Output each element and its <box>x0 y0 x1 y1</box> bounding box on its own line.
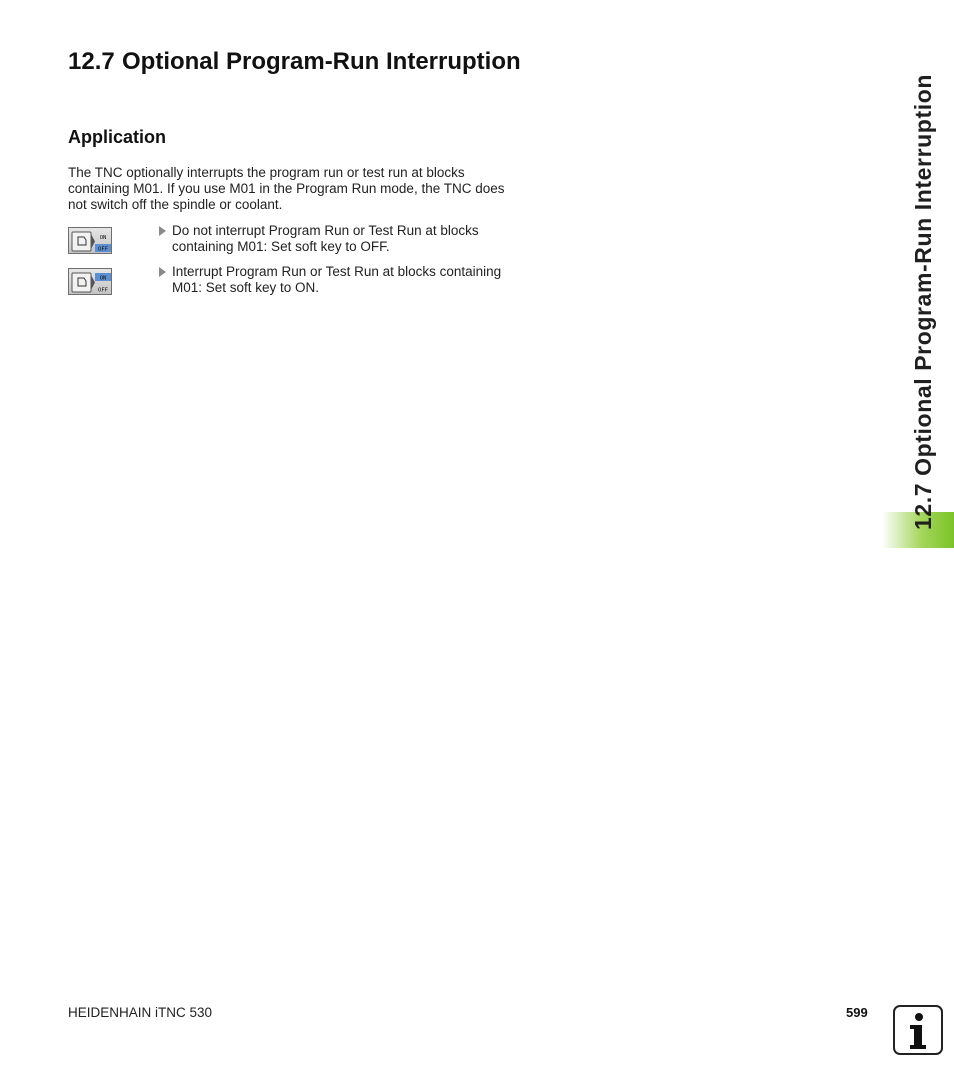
application-heading: Application <box>68 127 166 147</box>
instruction-step <box>159 223 519 255</box>
bullet-triangle-icon <box>159 267 166 277</box>
footer-product: HEIDENHAIN iTNC 530 <box>68 1005 213 1020</box>
softkey-on-label: ON <box>99 235 107 241</box>
instruction-step <box>159 264 519 296</box>
bullet-triangle-icon <box>159 226 166 236</box>
application-paragraph: The TNC optionally interrupts the program run or test run at blocks containing M01. If you use M01 in the Program Run mode, the TNC does not switch off the spindle or coolant. <box>68 165 505 213</box>
running-title: 12.7 Optional Program-Run Interruption <box>910 74 936 530</box>
softkey-on-label: ON <box>99 275 107 282</box>
info-icon <box>893 1005 943 1055</box>
softkey-off-label: OFF <box>98 246 108 253</box>
instruction-text: Do not interrupt Program Run or Test Run at blocks containing M01: Set soft key to OFF. <box>172 223 479 255</box>
section-number: 12.7 <box>68 48 115 75</box>
softkey-off-label: OFF <box>98 287 108 294</box>
section-title-text: Optional Program-Run Interruption <box>122 48 521 75</box>
instruction-text: Interrupt Program Run or Test Run at blocks containing M01: Set soft key to ON. <box>172 264 502 296</box>
page-number: 599 <box>846 1005 868 1020</box>
m01-toggle-softkey-on-icon <box>68 268 112 295</box>
m01-toggle-softkey-off-icon <box>68 227 112 254</box>
